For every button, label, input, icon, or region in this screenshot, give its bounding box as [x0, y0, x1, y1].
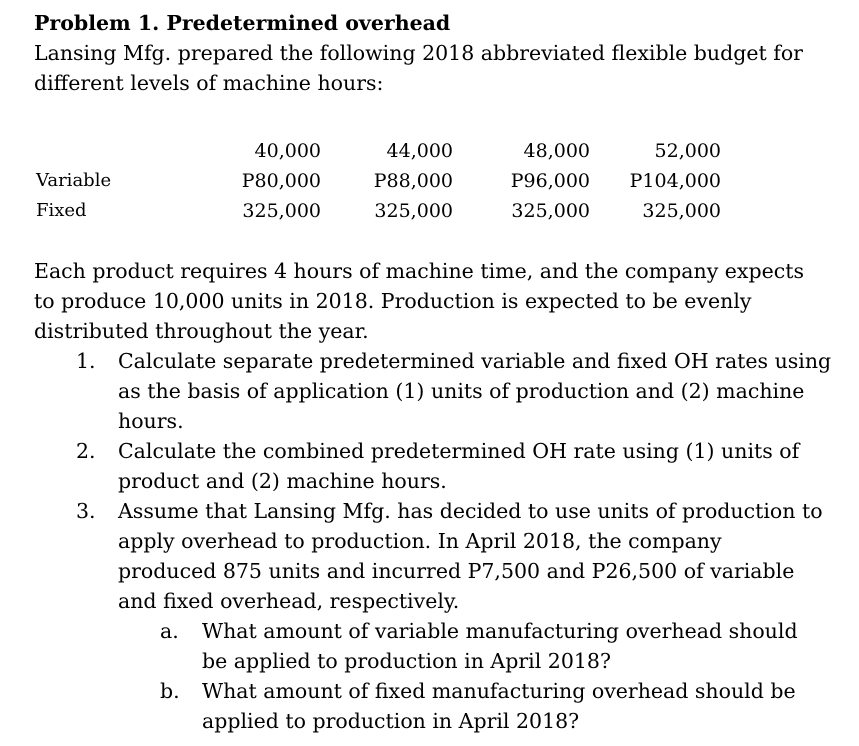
question-line: product and (2) machine hours.: [118, 469, 447, 493]
header-cell: 52,000: [654, 140, 721, 162]
problem-title: Problem 1. Predetermined overhead: [34, 11, 451, 35]
sub-question-line: What amount of fixed manufacturing overhead should be: [202, 679, 796, 703]
table-row-fixed: [36, 196, 721, 226]
table-cell: P80,000: [241, 170, 321, 192]
sub-question-a: [34, 616, 854, 676]
question-item-2: [34, 436, 854, 496]
sub-question-letter: a.: [160, 619, 179, 643]
question-list: [34, 346, 854, 736]
table-cell: 325,000: [242, 200, 321, 222]
question-line: and fixed overhead, respectively.: [118, 589, 460, 613]
sub-question-line: applied to production in April 2018?: [202, 709, 580, 733]
flexible-budget-table: [36, 136, 721, 226]
header-cell: 40,000: [254, 140, 321, 162]
intro-line-1: Lansing Mfg. prepared the following 2018 abbreviated flexible budget for: [34, 41, 803, 65]
row-label: Variable: [36, 170, 112, 191]
question-line: Assume that Lansing Mfg. has decided to use units of production to: [118, 499, 823, 523]
question-line: apply overhead to production. In April 2018, the company: [118, 529, 722, 553]
question-number: 2.: [76, 439, 96, 463]
sub-question-b: [34, 676, 854, 736]
table-cell: P88,000: [373, 170, 453, 192]
document-page: [34, 8, 854, 736]
paragraph-line-2: to produce 10,000 units in 2018. Production is expected to be evenly: [34, 289, 752, 313]
table-cell: P104,000: [629, 170, 721, 192]
header-cell: 44,000: [386, 140, 453, 162]
table-cell: P96,000: [510, 170, 590, 192]
sub-question-letter: b.: [160, 679, 180, 703]
header-cell: 48,000: [523, 140, 590, 162]
sub-question-list: [118, 616, 854, 736]
header-empty-cell: [36, 136, 216, 166]
paragraph-line-1: Each product requires 4 hours of machine time, and the company expects: [34, 259, 804, 283]
row-label: Fixed: [36, 200, 87, 221]
table-cell: 325,000: [511, 200, 590, 222]
question-line: Calculate separate predetermined variable and fixed OH rates using: [118, 349, 832, 373]
question-line: Calculate the combined predetermined OH rate using (1) units of: [118, 439, 800, 463]
question-number: 3.: [76, 499, 96, 523]
question-line: produced 875 units and incurred P7,500 and P26,500 of variable: [118, 559, 795, 583]
question-item-3: [34, 496, 854, 736]
table-cell: 325,000: [374, 200, 453, 222]
paragraph-line-3: distributed throughout the year.: [34, 319, 369, 343]
sub-question-line: be applied to production in April 2018?: [202, 649, 611, 673]
question-line: hours.: [118, 409, 184, 433]
table-row-variable: [36, 166, 721, 196]
table-cell: 325,000: [642, 200, 721, 222]
table-header-row: [36, 136, 721, 166]
sub-question-line: What amount of variable manufacturing overhead should: [202, 619, 798, 643]
question-number: 1.: [76, 349, 96, 373]
question-line: as the basis of application (1) units of production and (2) machine: [118, 379, 805, 403]
intro-line-2: different levels of machine hours:: [34, 71, 384, 95]
question-item-1: [34, 346, 854, 436]
